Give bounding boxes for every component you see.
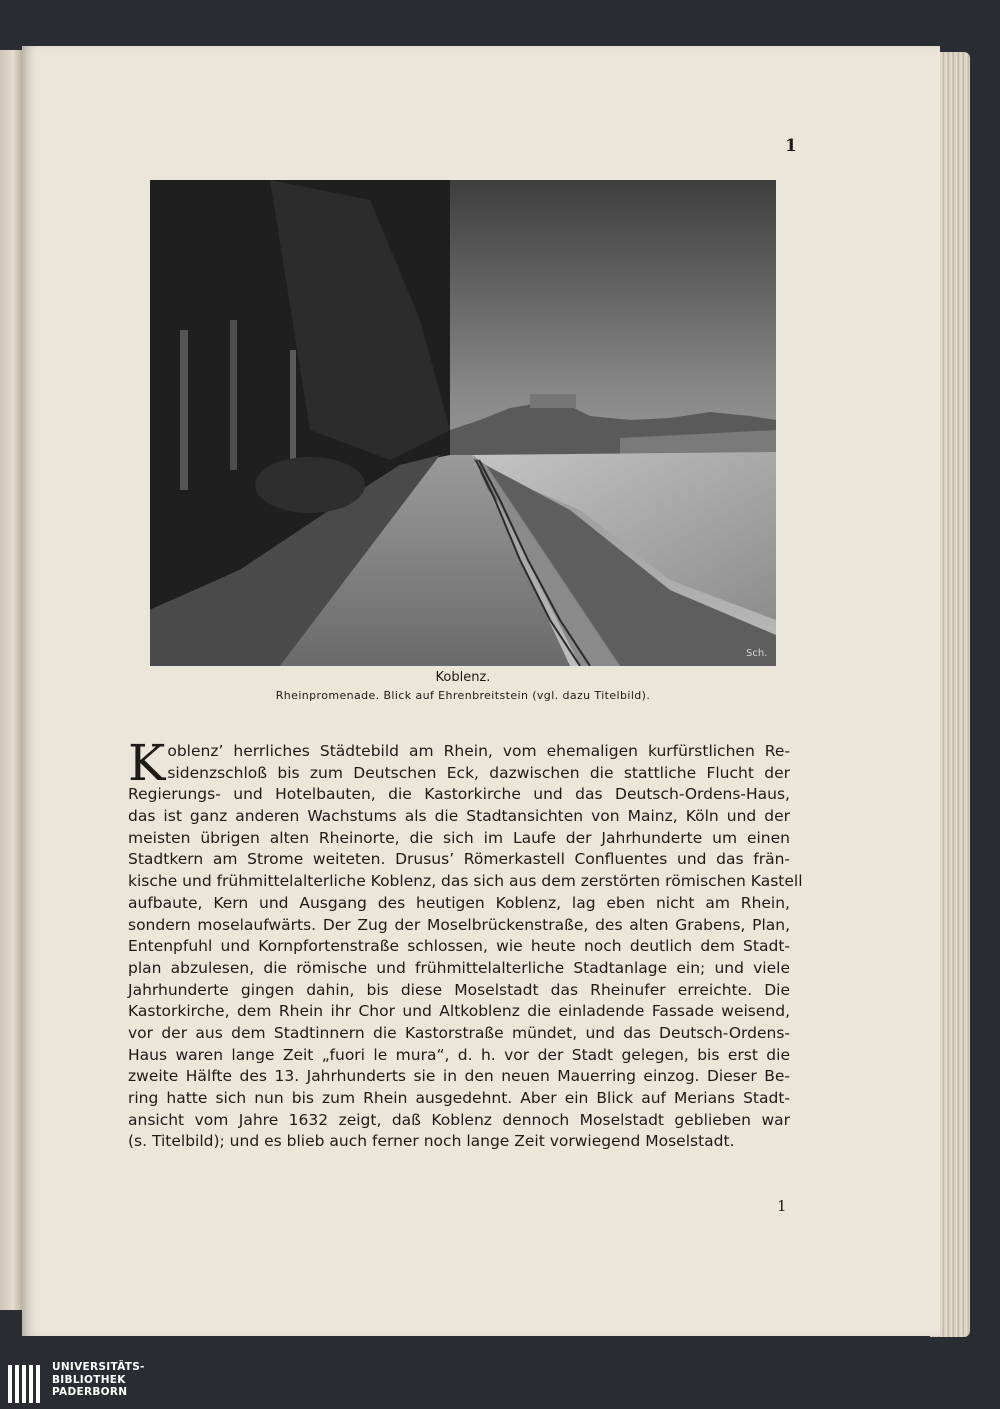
figure-subtitle: Rheinpromenade. Blick auf Ehrenbreitstein (vgl. dazu Titelbild).	[275, 689, 651, 702]
fortress	[530, 394, 576, 408]
text-line: Entenpfuhl und Kornpfortenstraße schlossen, wie heute noch deutlich dem Stadt-	[128, 937, 790, 956]
text-line: Haus waren lange Zeit „fuori le mura“, d. h. vor der Stadt gelegen, bis erst die	[128, 1045, 790, 1064]
drop-cap: K	[128, 734, 166, 792]
text-line: oblenz’ herrliches Städtebild am Rhein, vom ehemaligen kurfürstlichen Re-	[167, 742, 790, 760]
text-line: (s. Titelbild); und es blieb auch ferner noch lange Zeit vorwiegend Moselstadt.	[128, 1132, 735, 1151]
text-line: sondern moselaufwärts. Der Zug der Moselbrückenstraße, des alten Grabens, Plan,	[128, 915, 790, 934]
koblenz-photograph	[150, 180, 776, 666]
text-line: aufbaute, Kern und Ausgang des heutigen Koblenz, lag eben nicht am Rhein,	[128, 893, 790, 912]
adjacent-page-edge	[0, 50, 22, 1310]
photo-signature: Sch.	[746, 648, 768, 659]
shrub	[255, 457, 365, 513]
text-line: vor der aus dem Stadtinnern die Kastorstraße mündet, und das Deutsch-Ordens-	[128, 1023, 790, 1042]
text-line: zweite Hälfte des 13. Jahrhunderts sie in den neuen Mauerring einzog. Dieser Be-	[128, 1067, 790, 1086]
library-name-line: PADERBORN	[52, 1386, 128, 1398]
page-number-bottom: 1	[777, 1197, 787, 1215]
body-text	[128, 734, 803, 1153]
text-line: ansicht vom Jahre 1632 zeigt, daß Koblenz dennoch Moselstadt geblieben war	[128, 1110, 790, 1129]
library-logo-icon	[6, 1363, 46, 1405]
text-line: ring hatte sich nun bis zum Rhein ausgedehnt. Aber ein Blick auf Merians Stadt-	[128, 1089, 790, 1107]
text-line: das ist ganz anderen Wachstums als die Stadtansichten von Mainz, Köln und der	[128, 807, 790, 826]
library-footer	[0, 1359, 1000, 1409]
library-name	[52, 1361, 145, 1399]
page-number-top: 1	[785, 136, 797, 156]
text-line: Stadtkern am Strome weiteten. Drusus’ Römerkastell Confluentes und das frän-	[128, 850, 790, 869]
text-line: kische und frühmittelalterliche Koblenz, das sich aus dem zerstörten römischen Kastell	[128, 872, 803, 891]
library-name-line: BIBLIOTHEK	[52, 1373, 126, 1386]
text-line: meisten übrigen alten Rheinorte, die sich im Laufe der Jahrhunderte um einen	[128, 828, 790, 847]
library-name-line: UNIVERSITÄTS-	[52, 1361, 145, 1373]
text-line: sidenzschloß bis zum Deutschen Eck, dazwischen die stattliche Flucht der	[167, 763, 790, 782]
text-line: Jahrhunderte gingen dahin, bis diese Moselstadt das Rheinufer erreichte. Die	[128, 980, 790, 999]
text-line: plan abzulesen, die römische und frühmittelalterliche Stadtanlage ein; und viele	[128, 958, 790, 977]
text-line: Kastorkirche, dem Rhein ihr Chor und Altkoblenz die einladende Fassade weisend,	[128, 1002, 790, 1021]
figure-title: Koblenz.	[435, 670, 491, 685]
text-line: Regierungs- und Hotelbauten, die Kastorkirche und das Deutsch-Ordens-Haus,	[128, 785, 790, 804]
